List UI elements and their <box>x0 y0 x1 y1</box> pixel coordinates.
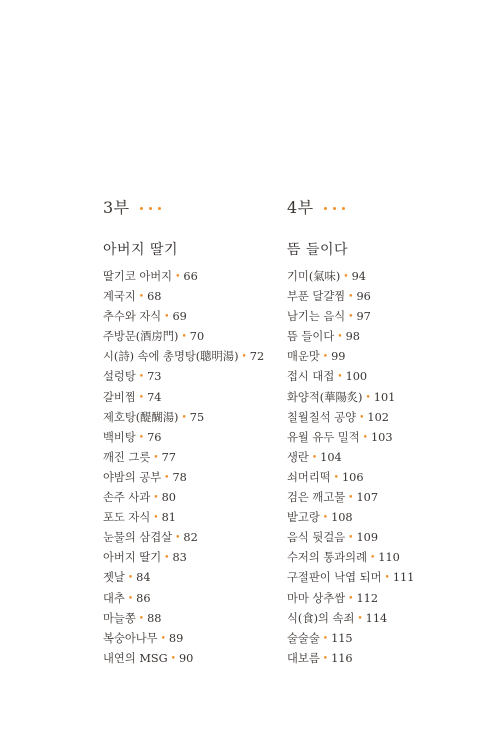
bullet-separator: • <box>153 493 159 504</box>
entry-title: 구절판이 낙엽 되머 <box>287 571 382 585</box>
bullet-separator: • <box>337 372 343 383</box>
entry-title: 대추 <box>103 591 125 605</box>
entry-page-number: 80 <box>161 491 176 505</box>
entry-title: 칠월칠석 공양 <box>287 410 357 424</box>
entry-title: 검은 깨고물 <box>287 491 346 505</box>
part-heading <box>103 195 264 219</box>
entry-title: 뜸 들이다 <box>287 330 335 344</box>
bullet-separator: • <box>362 432 368 443</box>
toc-entry <box>103 428 264 448</box>
toc-entry <box>103 267 264 287</box>
toc-entry <box>103 287 264 307</box>
part-heading <box>287 195 414 219</box>
entry-title: 포도 자식 <box>103 511 151 525</box>
toc-entry <box>287 428 414 448</box>
entry-page-number: 107 <box>356 491 379 505</box>
bullet-separator: • <box>359 412 365 423</box>
bullet-separator: • <box>127 573 134 584</box>
entry-page-number: 97 <box>356 310 371 324</box>
entry-page-number: 75 <box>189 410 205 424</box>
toc-entry <box>287 568 414 588</box>
toc-entry <box>103 568 264 588</box>
toc-entry <box>103 649 264 669</box>
toc-entry <box>287 388 414 408</box>
entry-page-number: 69 <box>172 310 187 324</box>
entry-title: 식(食)의 속죄 <box>287 611 355 625</box>
entry-title: 마마 상추쌈 <box>287 591 346 605</box>
entry-title: 밭고랑 <box>287 511 320 525</box>
entry-title: 아버지 딸기 <box>103 551 162 565</box>
entry-title: 매운맛 <box>287 350 320 364</box>
toc-entry <box>287 649 414 669</box>
entry-title: 술술술 <box>287 631 320 645</box>
bullet-separator: • <box>348 493 354 504</box>
bullet-separator: • <box>164 312 170 323</box>
bullet-separator: • <box>138 613 145 624</box>
entry-page-number: 114 <box>365 611 388 625</box>
entry-page-number: 72 <box>249 350 265 364</box>
ornament-dot <box>324 207 327 210</box>
bullet-separator: • <box>181 332 187 343</box>
bullet-separator: • <box>348 593 354 604</box>
toc-entry <box>103 307 264 327</box>
bullet-separator: • <box>333 472 339 483</box>
entry-page-number: 108 <box>331 511 353 525</box>
entry-title: 부푼 달걀찜 <box>287 290 346 304</box>
toc-entry <box>103 468 264 488</box>
bullet-separator: • <box>153 513 159 524</box>
ornament-dot <box>333 207 336 210</box>
toc-entry <box>103 347 264 367</box>
entry-page-number: 73 <box>147 370 162 384</box>
section-title: 뜸 들이다 <box>287 242 349 258</box>
entry-title: 설렁탕 <box>103 370 136 384</box>
toc-list <box>103 267 264 669</box>
toc-column-part-3 <box>103 195 264 669</box>
entry-page-number: 84 <box>136 571 151 585</box>
entry-title: 갈비찜 <box>103 390 136 404</box>
entry-page-number: 109 <box>356 531 379 545</box>
entry-title: 쇠머리떡 <box>287 470 331 484</box>
bullet-separator: • <box>348 292 354 303</box>
bullet-separator: • <box>138 292 145 303</box>
toc-entry <box>287 267 414 287</box>
entry-page-number: 68 <box>147 290 162 304</box>
toc-column-part-4 <box>287 195 414 669</box>
entry-page-number: 116 <box>331 651 353 665</box>
entry-page-number: 74 <box>147 390 162 404</box>
bullet-separator: • <box>127 593 134 604</box>
toc-entry <box>287 589 414 609</box>
entry-page-number: 110 <box>378 551 400 565</box>
entry-page-number: 99 <box>331 350 346 364</box>
bullet-separator: • <box>164 472 170 483</box>
entry-title: 젯날 <box>103 571 125 585</box>
toc-entry <box>103 629 264 649</box>
bullet-separator: • <box>311 452 318 463</box>
entry-title: 주방문(酒房門) <box>103 330 179 344</box>
bullet-separator: • <box>384 573 390 584</box>
toc-entry <box>287 508 414 528</box>
toc-list <box>287 267 414 669</box>
bullet-separator: • <box>175 272 181 282</box>
entry-title: 추수와 자식 <box>103 310 162 324</box>
entry-page-number: 111 <box>392 571 415 585</box>
entry-page-number: 96 <box>356 290 371 304</box>
bullet-separator: • <box>160 633 166 644</box>
bullet-separator: • <box>322 653 329 664</box>
entry-page-number: 98 <box>345 330 360 344</box>
entry-page-number: 106 <box>341 470 364 484</box>
entry-page-number: 103 <box>370 430 393 444</box>
toc-entry <box>287 528 414 548</box>
entry-title: 딸기코 아버지 <box>103 270 173 283</box>
entry-title: 백비탕 <box>103 430 136 444</box>
toc-entry <box>287 408 414 428</box>
entry-page-number: 86 <box>136 591 151 605</box>
entry-page-number: 78 <box>172 470 187 484</box>
entry-title: 손주 사과 <box>103 491 151 505</box>
toc-entry <box>287 367 414 387</box>
toc-entry <box>103 589 264 609</box>
entry-title: 생란 <box>287 450 309 464</box>
bullet-separator: • <box>164 553 170 564</box>
entry-title: 내연의 MSG <box>103 651 168 665</box>
bullet-separator: • <box>348 312 354 323</box>
entry-page-number: 66 <box>183 270 198 283</box>
toc-entry <box>103 327 264 347</box>
ornament-dots <box>140 210 161 213</box>
entry-title: 마늘쫑 <box>103 611 136 625</box>
toc-entry <box>103 367 264 387</box>
entry-title: 계국지 <box>103 290 136 304</box>
ornament-dots <box>324 210 345 213</box>
bullet-separator: • <box>348 533 354 544</box>
entry-title: 깨진 그릇 <box>103 450 151 464</box>
toc-entry <box>287 287 414 307</box>
bullet-separator: • <box>138 432 145 443</box>
bullet-separator: • <box>322 352 329 363</box>
part-label: 3부 <box>103 198 130 217</box>
entry-title: 시(詩) 속에 총명탕(聰明湯) <box>103 350 239 364</box>
toc-entry <box>103 548 264 568</box>
toc-entry <box>103 609 264 629</box>
toc-entry <box>103 488 264 508</box>
section-title: 아버지 딸기 <box>103 242 179 258</box>
entry-page-number: 82 <box>183 531 198 545</box>
bullet-separator: • <box>138 372 145 383</box>
entry-title: 접시 대접 <box>287 370 335 384</box>
ornament-dot <box>342 207 345 210</box>
entry-title: 제호탕(醍醐湯) <box>103 410 179 424</box>
bullet-separator: • <box>337 332 343 343</box>
toc-entry <box>103 388 264 408</box>
entry-title: 유월 유두 밀적 <box>287 430 360 444</box>
toc-entry <box>287 488 414 508</box>
entry-page-number: 89 <box>168 631 184 645</box>
toc-entry <box>103 528 264 548</box>
entry-title: 눈물의 삼겹살 <box>103 531 173 545</box>
bullet-separator: • <box>365 392 371 403</box>
entry-title: 음식 뒷걸음 <box>287 531 346 545</box>
bullet-separator: • <box>175 533 181 544</box>
bullet-separator: • <box>138 392 145 403</box>
bullet-separator: • <box>357 613 363 624</box>
toc-entry <box>287 327 414 347</box>
entry-page-number: 81 <box>161 511 176 525</box>
entry-page-number: 102 <box>367 410 389 424</box>
bullet-separator: • <box>343 272 349 282</box>
bullet-separator: • <box>241 352 247 363</box>
toc-entry <box>287 609 414 629</box>
entry-title: 대보름 <box>287 651 320 665</box>
toc-entry <box>287 629 414 649</box>
toc-entry <box>287 468 414 488</box>
entry-title: 화양적(華陽炙) <box>287 390 363 404</box>
bullet-separator: • <box>153 452 159 463</box>
entry-page-number: 94 <box>351 270 366 283</box>
entry-page-number: 100 <box>345 370 368 384</box>
entry-page-number: 115 <box>331 631 353 645</box>
part-label: 4부 <box>287 198 314 217</box>
toc-entry <box>287 347 414 367</box>
entry-page-number: 101 <box>373 390 396 404</box>
entry-page-number: 77 <box>161 450 176 464</box>
entry-page-number: 88 <box>147 611 162 625</box>
entry-page-number: 112 <box>356 591 379 605</box>
toc-entry <box>103 408 264 428</box>
entry-title: 기미(氣味) <box>287 270 341 283</box>
toc-entry <box>287 548 414 568</box>
toc-entry <box>287 307 414 327</box>
toc-entry <box>103 448 264 468</box>
entry-page-number: 76 <box>147 430 162 444</box>
bullet-separator: • <box>322 513 329 524</box>
bullet-separator: • <box>322 633 329 644</box>
toc-entry <box>103 508 264 528</box>
entry-title: 복숭아나무 <box>103 631 158 645</box>
entry-page-number: 83 <box>172 551 187 565</box>
entry-page-number: 104 <box>320 450 342 464</box>
ornament-dot <box>140 207 143 210</box>
bullet-separator: • <box>369 553 376 564</box>
entry-title: 남기는 음식 <box>287 310 346 324</box>
bullet-separator: • <box>181 412 187 423</box>
bullet-separator: • <box>170 653 176 664</box>
entry-title: 야밤의 공부 <box>103 470 162 484</box>
entry-page-number: 70 <box>189 330 205 344</box>
entry-page-number: 90 <box>178 651 194 665</box>
entry-title: 수저의 통과의례 <box>287 551 367 565</box>
ornament-dot <box>149 207 152 210</box>
toc-entry <box>287 448 414 468</box>
ornament-dot <box>158 207 161 210</box>
